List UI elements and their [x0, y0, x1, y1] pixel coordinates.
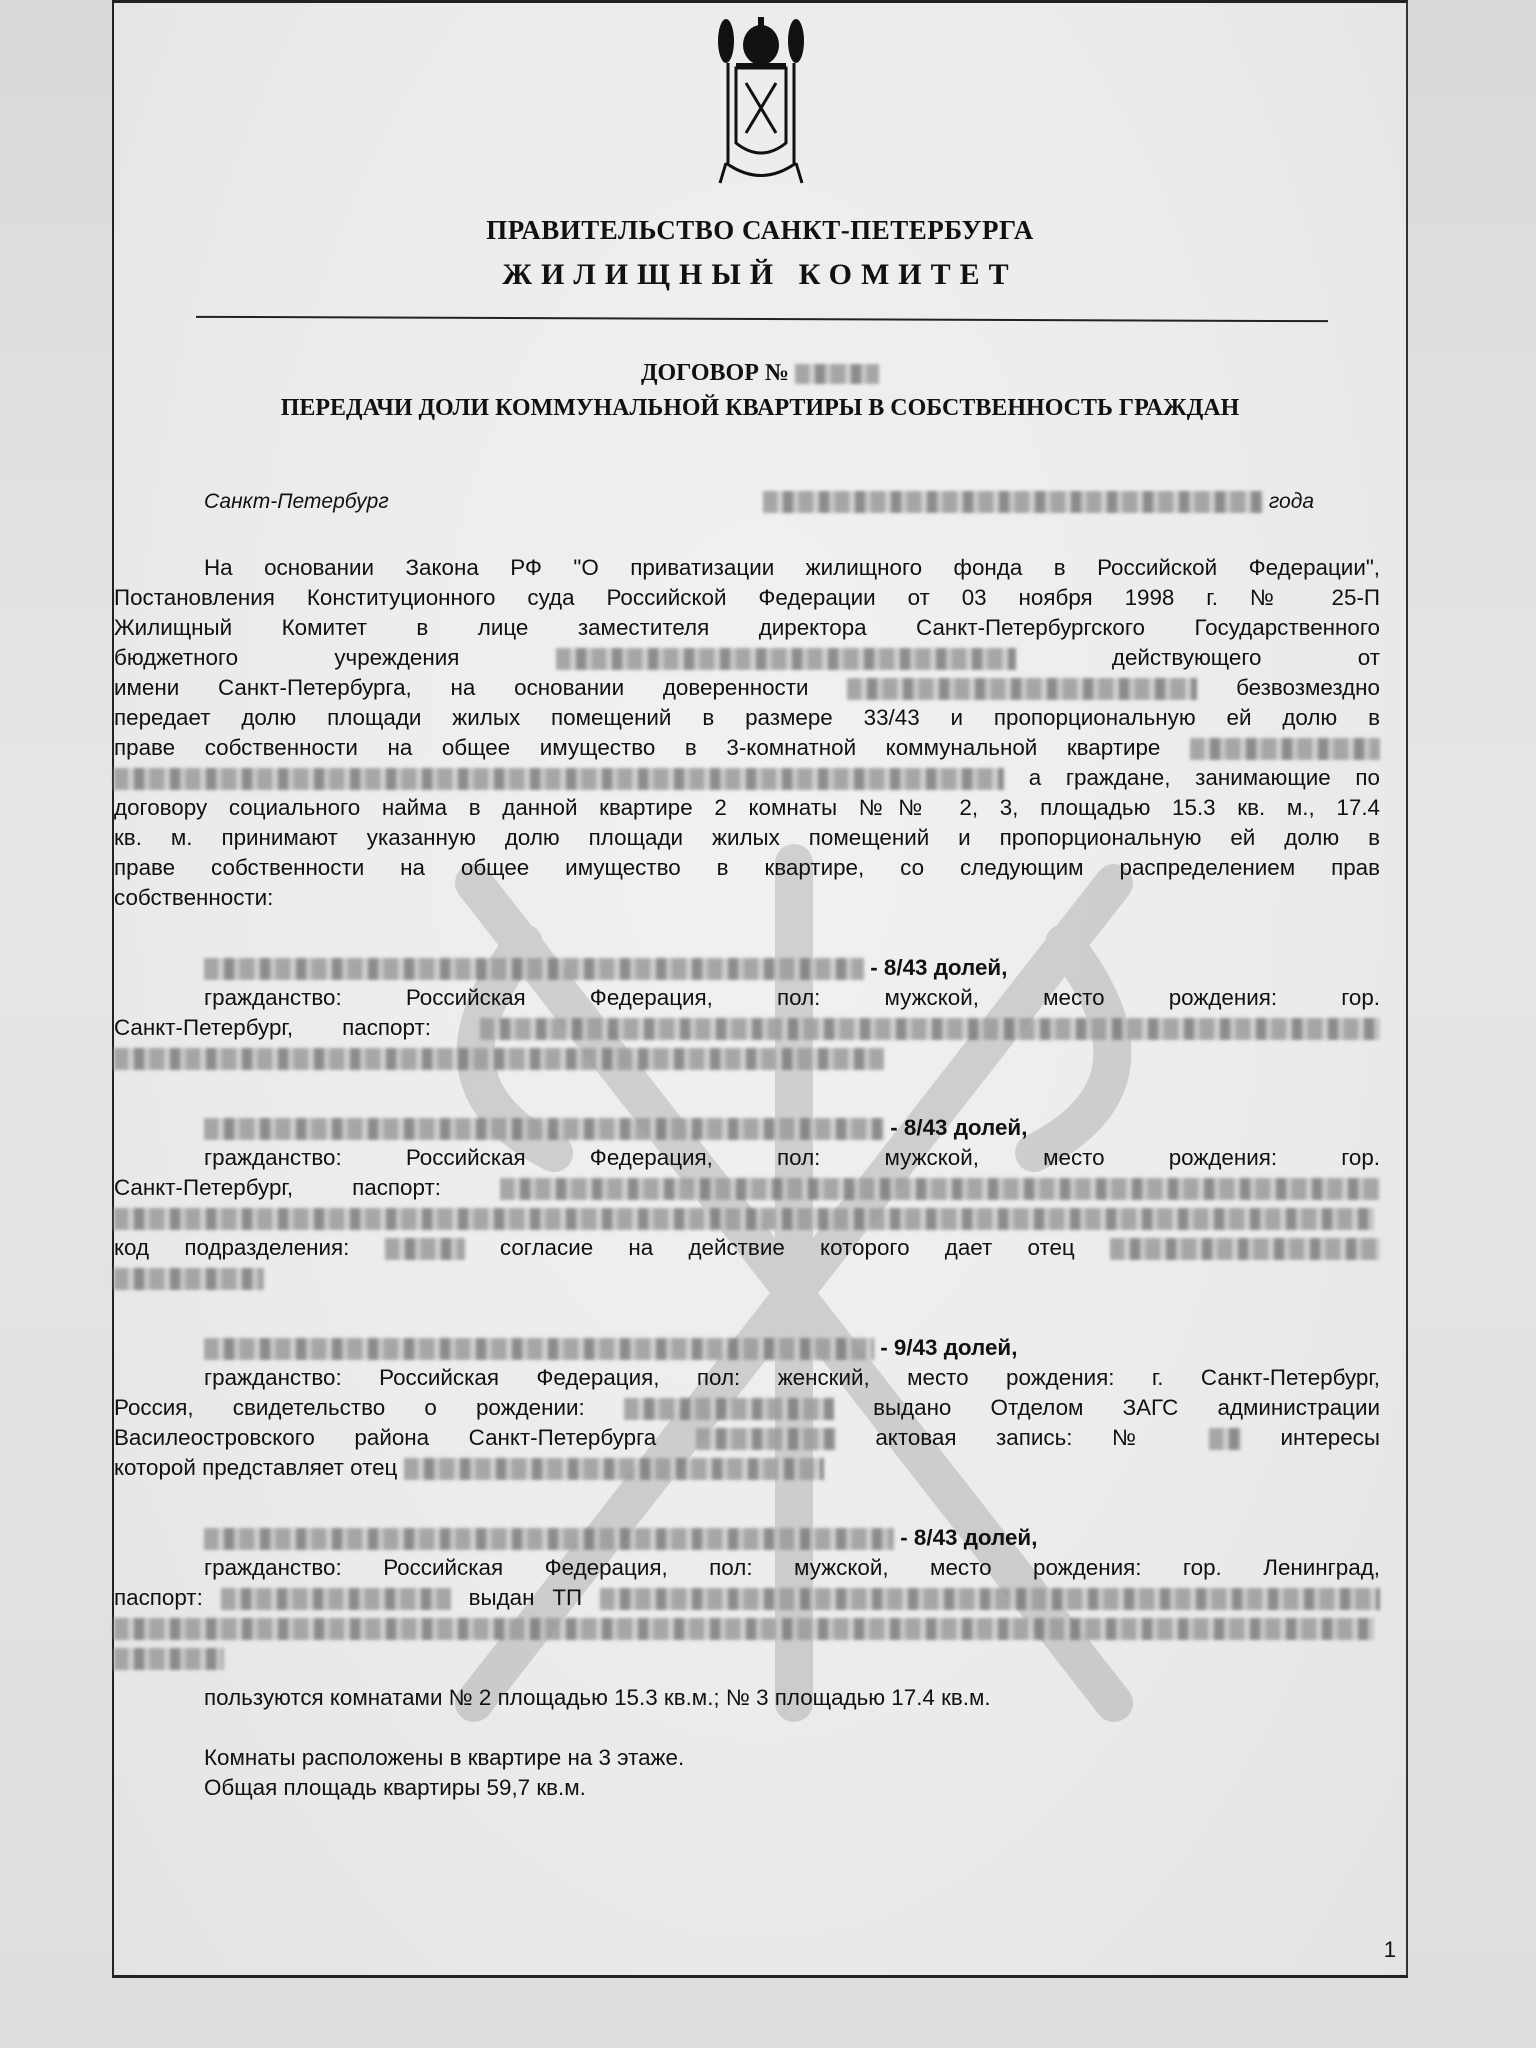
owner-text: интересы: [1280, 1425, 1380, 1450]
redacted-power-of-attorney: [847, 678, 1197, 700]
owner-line: [114, 1173, 1380, 1203]
rooms-usage: пользуются комнатами № 2 площадью 15.3 кв.м.; № 3 площадью 17.4 кв.м.: [204, 1685, 991, 1710]
redacted-passport: [114, 1648, 224, 1670]
contract-body: [114, 553, 1410, 1803]
owner-line: [114, 1423, 1380, 1453]
intro-line: кв. м. принимают указанную долю площади жилых помещений и пропорциональную ей долю в: [114, 825, 1380, 850]
owner-text: выдан ТП: [468, 1585, 583, 1610]
owner-entry: [114, 953, 1380, 1073]
contract-date: [763, 490, 1314, 514]
redacted-passport: [221, 1588, 451, 1610]
redacted-owner-name: [204, 1528, 894, 1550]
redacted-owner-name: [204, 1338, 874, 1360]
redacted-contract-number: [795, 364, 879, 384]
owner-share: - 8/43 долей,: [890, 1115, 1028, 1140]
owner-line: гражданство: Российская Федерация, пол: мужской, место рождения: гор.: [204, 985, 1380, 1010]
total-area: Общая площадь квартиры 59,7 кв.м.: [204, 1775, 586, 1800]
intro-line: Постановления Конституционного суда Российской Федерации от 03 ноября 1998 г. № 25-П: [114, 585, 1380, 610]
owner-line: [114, 1203, 1380, 1233]
contract-label: ДОГОВОР №: [641, 360, 789, 386]
owner-text: Россия, свидетельство о рождении:: [114, 1395, 585, 1420]
owner-text: которой представляет отец: [114, 1455, 398, 1480]
owner-share-line: [114, 1333, 1380, 1363]
owner-line: гражданство: Российская Федерация, пол: женский, место рождения: г. Санкт-Петербург,: [204, 1365, 1380, 1390]
owner-line: [114, 1393, 1380, 1423]
government-heading: ПРАВИТЕЛЬСТВО САНКТ-ПЕТЕРБУРГА: [486, 215, 1034, 245]
redacted-father-name: [1110, 1238, 1380, 1260]
redacted-father-name: [404, 1458, 824, 1480]
intro-text: бюджетного учреждения: [114, 645, 460, 670]
owner-text: Санкт-Петербург, паспорт:: [114, 1175, 441, 1200]
redacted-passport: [114, 1618, 1374, 1640]
redacted-passport: [114, 1208, 1374, 1230]
owner-share: - 9/43 долей,: [880, 1335, 1018, 1360]
intro-line: [114, 673, 1380, 703]
owner-line: гражданство: Российская Федерация, пол: мужской, место рождения: гор.: [204, 1145, 1380, 1170]
owner-text: Санкт-Петербург, паспорт:: [114, 1015, 431, 1040]
redacted-passport: [114, 1048, 884, 1070]
owner-share-line: [114, 953, 1380, 983]
redacted-owner-name: [204, 1118, 884, 1140]
owner-line: [114, 1013, 1380, 1043]
floor-info: Комнаты расположены в квартире на 3 этаже.: [204, 1745, 685, 1770]
redacted-passport: [600, 1588, 1380, 1610]
owner-entry: [114, 1523, 1380, 1673]
owner-text: паспорт:: [114, 1585, 203, 1610]
intro-line: На основании Закона РФ "О приватизации жилищного фонда в Российской Федерации",: [204, 555, 1380, 580]
intro-text: праве собственности на общее имущество в 3-комнатной коммунальной квартире: [114, 735, 1161, 760]
intro-text: безвозмездно: [1236, 675, 1380, 700]
committee-heading: ЖИЛИЩНЫЙ КОМИТЕТ: [502, 258, 1018, 291]
owner-share-line: [114, 1113, 1380, 1143]
intro-line: собственности:: [114, 885, 274, 910]
owner-share-line: [114, 1523, 1380, 1553]
owner-line: [114, 1233, 1380, 1263]
redacted-address: [1190, 738, 1380, 760]
owner-line: [114, 1453, 1380, 1483]
owner-line: [114, 1583, 1380, 1613]
owner-share: - 8/43 долей,: [900, 1525, 1038, 1550]
redacted-date: [763, 491, 1263, 513]
owner-line: гражданство: Российская Федерация, пол: мужской, место рождения: гор. Ленинград,: [204, 1555, 1380, 1580]
owner-line: [114, 1043, 1380, 1073]
owner-text: согласие на действие которого дает отец: [499, 1235, 1075, 1260]
contract-number-line: [114, 360, 1406, 387]
redacted-certificate: [624, 1398, 834, 1420]
contract-subtitle: ПЕРЕДАЧИ ДОЛИ КОММУНАЛЬНОЙ КВАРТИРЫ В СОБСТВЕННОСТЬ ГРАЖДАН: [280, 395, 1240, 421]
coat-of-arms-icon: [706, 13, 816, 191]
intro-line: [114, 643, 1380, 673]
redacted-father-name: [114, 1268, 264, 1290]
owner-text: актовая запись: №: [875, 1425, 1170, 1450]
page-number: 1: [1383, 1937, 1396, 1962]
intro-text: действующего от: [1111, 645, 1380, 670]
redacted-address: [114, 768, 1004, 790]
owner-text: выдано Отделом ЗАГС администрации: [873, 1395, 1380, 1420]
redacted-date: [696, 1428, 836, 1450]
redacted-passport: [500, 1178, 1380, 1200]
redacted-name: [556, 648, 1016, 670]
intro-line: [114, 763, 1380, 793]
redacted-record-number: [1209, 1428, 1241, 1450]
date-suffix: года: [1268, 490, 1314, 513]
owner-share: - 8/43 долей,: [870, 955, 1008, 980]
intro-line: договору социального найма в данной квартире 2 комнаты №№ 2, 3, площадью 15.3 кв. м., 17.4: [114, 795, 1380, 820]
owner-line: [114, 1643, 1380, 1673]
document-page: [112, 0, 1408, 1978]
owner-entry: [114, 1333, 1380, 1483]
redacted-owner-name: [204, 958, 864, 980]
intro-line: передает долю площади жилых помещений в размере 33/43 и пропорциональную ей долю в: [114, 705, 1380, 730]
redacted-passport: [480, 1018, 1380, 1040]
header-divider: [196, 316, 1328, 322]
intro-text: имени Санкт-Петербурга, на основании доверенности: [114, 675, 809, 700]
contract-city: Санкт-Петербург: [204, 490, 389, 513]
intro-text: а граждане, занимающие по: [1028, 765, 1380, 790]
owner-line: [114, 1263, 1380, 1293]
intro-line: Жилищный Комитет в лице заместителя директора Санкт-Петербургского Государственного: [114, 615, 1380, 640]
owner-text: Василеостровского района Санкт-Петербурга: [114, 1425, 657, 1450]
redacted-code: [385, 1238, 465, 1260]
intro-line: праве собственности на общее имущество в квартире, со следующим распределением прав: [114, 855, 1380, 880]
owner-line: [114, 1613, 1380, 1643]
intro-line: [114, 733, 1380, 763]
owner-text: код подразделения:: [114, 1235, 350, 1260]
owner-entry: [114, 1113, 1380, 1293]
